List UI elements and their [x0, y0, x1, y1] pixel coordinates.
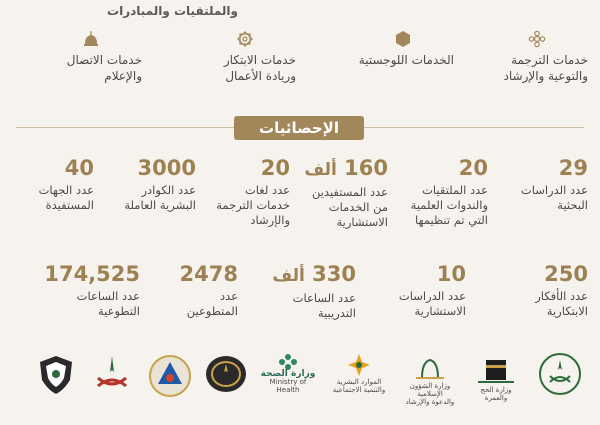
service-translation: [482, 30, 592, 84]
stat-label: خدمات الترجمة: [216, 198, 290, 212]
stat-label: التدريبية: [317, 306, 356, 320]
logo-islamic-affairs: [400, 354, 460, 406]
stat-staff: [102, 156, 196, 213]
stat-label: عدد الملتقيات: [422, 183, 488, 197]
ornament-icon: [190, 30, 300, 48]
stat-forums: [398, 156, 488, 228]
stat-label: الاستشارية: [336, 215, 388, 229]
stat-value: 330 ألف: [272, 262, 356, 286]
stat-label: عدد الساعات: [76, 289, 140, 303]
service-communication: [36, 30, 146, 84]
service-label: خدمات الاتصال: [66, 53, 142, 67]
logo-hr-ministry: [326, 352, 392, 394]
service-label-2: والإعلام: [104, 69, 142, 83]
stat-volunteers: [148, 262, 238, 319]
service-label-2: وريادة الأعمال: [225, 69, 296, 83]
statistics-banner: الإحصائيات: [234, 116, 364, 140]
logo-text: وزارة الشؤون الإسلامية: [409, 382, 451, 398]
stat-label: عدد الجهات: [38, 183, 94, 197]
service-label-2: والتوعية والإرشاد: [503, 69, 588, 83]
stat-label: المستفيدة: [45, 198, 94, 212]
logo-red-emblem: [90, 352, 134, 396]
stat-value: 174,525: [44, 262, 140, 286]
stat-label: عدد الدراسات: [520, 183, 588, 197]
logo-text: وزارة الصحة: [260, 369, 316, 379]
logo-text: والدعوة والإرشاد: [405, 398, 455, 406]
services-row: [0, 30, 600, 100]
stat-label: عدد لغات: [244, 183, 290, 197]
dome-icon: [36, 30, 146, 48]
flower-icon: [482, 30, 592, 48]
stat-beneficiaries: [296, 156, 388, 230]
stat-label: والندوات العلمية: [410, 198, 488, 212]
stat-value: 40: [64, 156, 94, 180]
partner-logos: [0, 350, 600, 425]
stat-value: 160 ألف: [304, 156, 388, 180]
stat-label: عدد: [219, 289, 238, 303]
stat-entities: [14, 156, 94, 213]
logo-emblem-green: [538, 352, 582, 396]
service-label: خدمات الابتكار: [223, 53, 296, 67]
stat-label: التطوعية: [97, 304, 140, 318]
stat-label: الاستشارية: [414, 304, 466, 318]
logo-text: وزارة الحج والعمرة: [480, 386, 512, 402]
stat-consulting-studies: [374, 262, 466, 319]
service-label: خدمات الترجمة: [511, 53, 588, 67]
logo-ministry-of-health: [258, 354, 318, 394]
stat-value: 2478: [179, 262, 238, 286]
logo-text: Ministry of Health: [269, 378, 307, 394]
logo-text: والتنمية الاجتماعية: [332, 386, 386, 394]
logo-shield-emblem: [34, 352, 78, 396]
stat-volunteer-hours: [16, 262, 140, 319]
service-innovation: [190, 30, 300, 84]
stat-label: عدد الدراسات: [398, 289, 466, 303]
stat-label: التي تم تنظيمها: [415, 213, 488, 227]
stat-label: المتطوعين: [186, 304, 238, 318]
stat-innovative-ideas: [498, 262, 588, 319]
logo-civil-defense: [148, 354, 192, 398]
stat-value: 250: [544, 262, 588, 286]
stat-label: الابتكارية: [546, 304, 588, 318]
stat-label: والإرشاد: [250, 213, 290, 227]
stat-label: البشرية العاملة: [124, 198, 196, 212]
stat-value: 3000: [137, 156, 196, 180]
stat-training-hours: [246, 262, 356, 321]
stat-value: 20: [458, 156, 488, 180]
stat-label: عدد الأفكار: [535, 289, 588, 303]
logo-hajj-ministry: [472, 354, 520, 402]
stat-value: 29: [558, 156, 588, 180]
stat-languages: [206, 156, 290, 228]
stat-research-studies: [506, 156, 588, 213]
service-label: الخدمات اللوجستية: [358, 53, 454, 67]
stat-value: 10: [436, 262, 466, 286]
stat-label: من الخدمات: [328, 200, 388, 214]
stat-value: 20: [260, 156, 290, 180]
service-logistics: [348, 30, 458, 68]
hexagon-icon: [348, 30, 458, 48]
stat-label: عدد الكوادر: [141, 183, 196, 197]
top-cropped-text: والملتقيات والمبادرات: [107, 4, 238, 18]
stat-label: عدد المستفيدين: [311, 185, 388, 199]
logo-security-emblem: [204, 354, 248, 398]
logo-text: الموارد البشرية: [336, 378, 382, 386]
stat-label: البحثية: [557, 198, 588, 212]
stat-label: عدد الساعات: [292, 291, 356, 305]
